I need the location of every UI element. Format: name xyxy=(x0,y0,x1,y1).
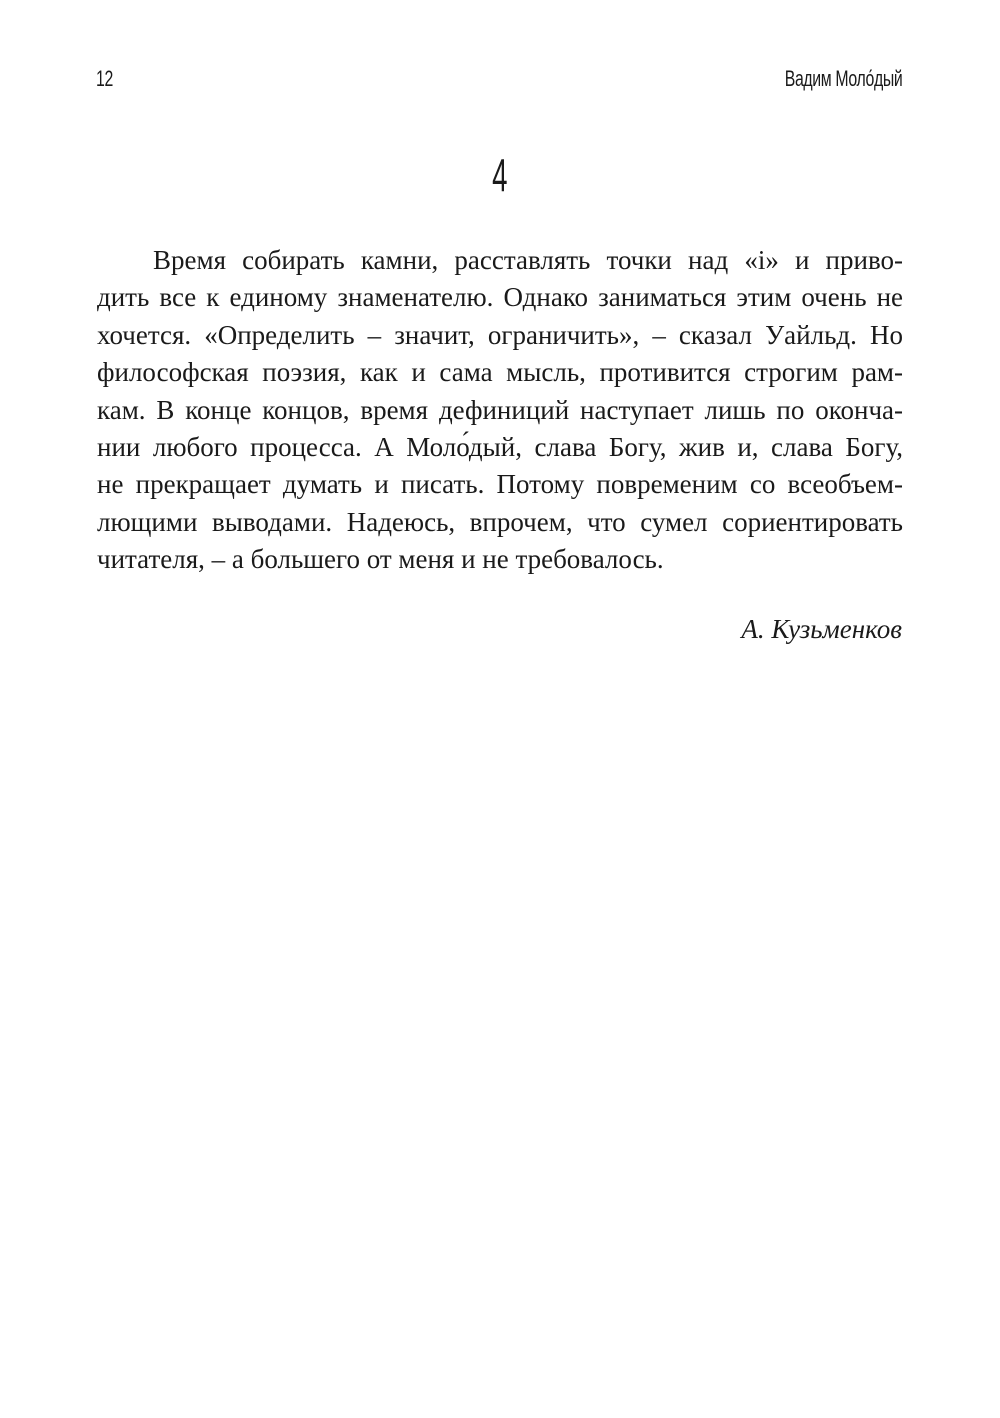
text-line: дить все к единому знаменателю. Однако заниматься этим очень не xyxy=(97,282,903,313)
section-heading xyxy=(0,148,1000,202)
text-line: хочется. «Определить – значит, ограничить», – сказал Уайльд. Но xyxy=(97,319,903,350)
page-number: 12 xyxy=(96,66,113,91)
section-number: 4 xyxy=(492,149,508,201)
text-line: читателя, – а большего от меня и не требовалось. xyxy=(97,544,664,575)
text-line: Время собирать камни, расставлять точки над «i» и приво- xyxy=(153,245,903,275)
body-paragraph xyxy=(97,242,903,579)
running-head xyxy=(96,66,902,96)
text-line: не прекращает думать и писать. Потому повременим со всеобъем- xyxy=(97,469,903,500)
text-line: философская поэзия, как и сама мысль, противится строгим рам- xyxy=(97,357,903,388)
text-line: кам. В конце концов, время дефиниций наступает лишь по оконча- xyxy=(97,394,903,425)
text-line: нии любого процесса. А Моло́дый, слава Богу, жив и, слава Богу, xyxy=(97,432,903,463)
running-title-author: Вадим Моло́дый xyxy=(784,66,902,91)
author-signature: А. Кузьменков xyxy=(741,614,902,644)
text-line: лющими выводами. Надеюсь, впрочем, что сумел сориентировать xyxy=(97,506,903,537)
